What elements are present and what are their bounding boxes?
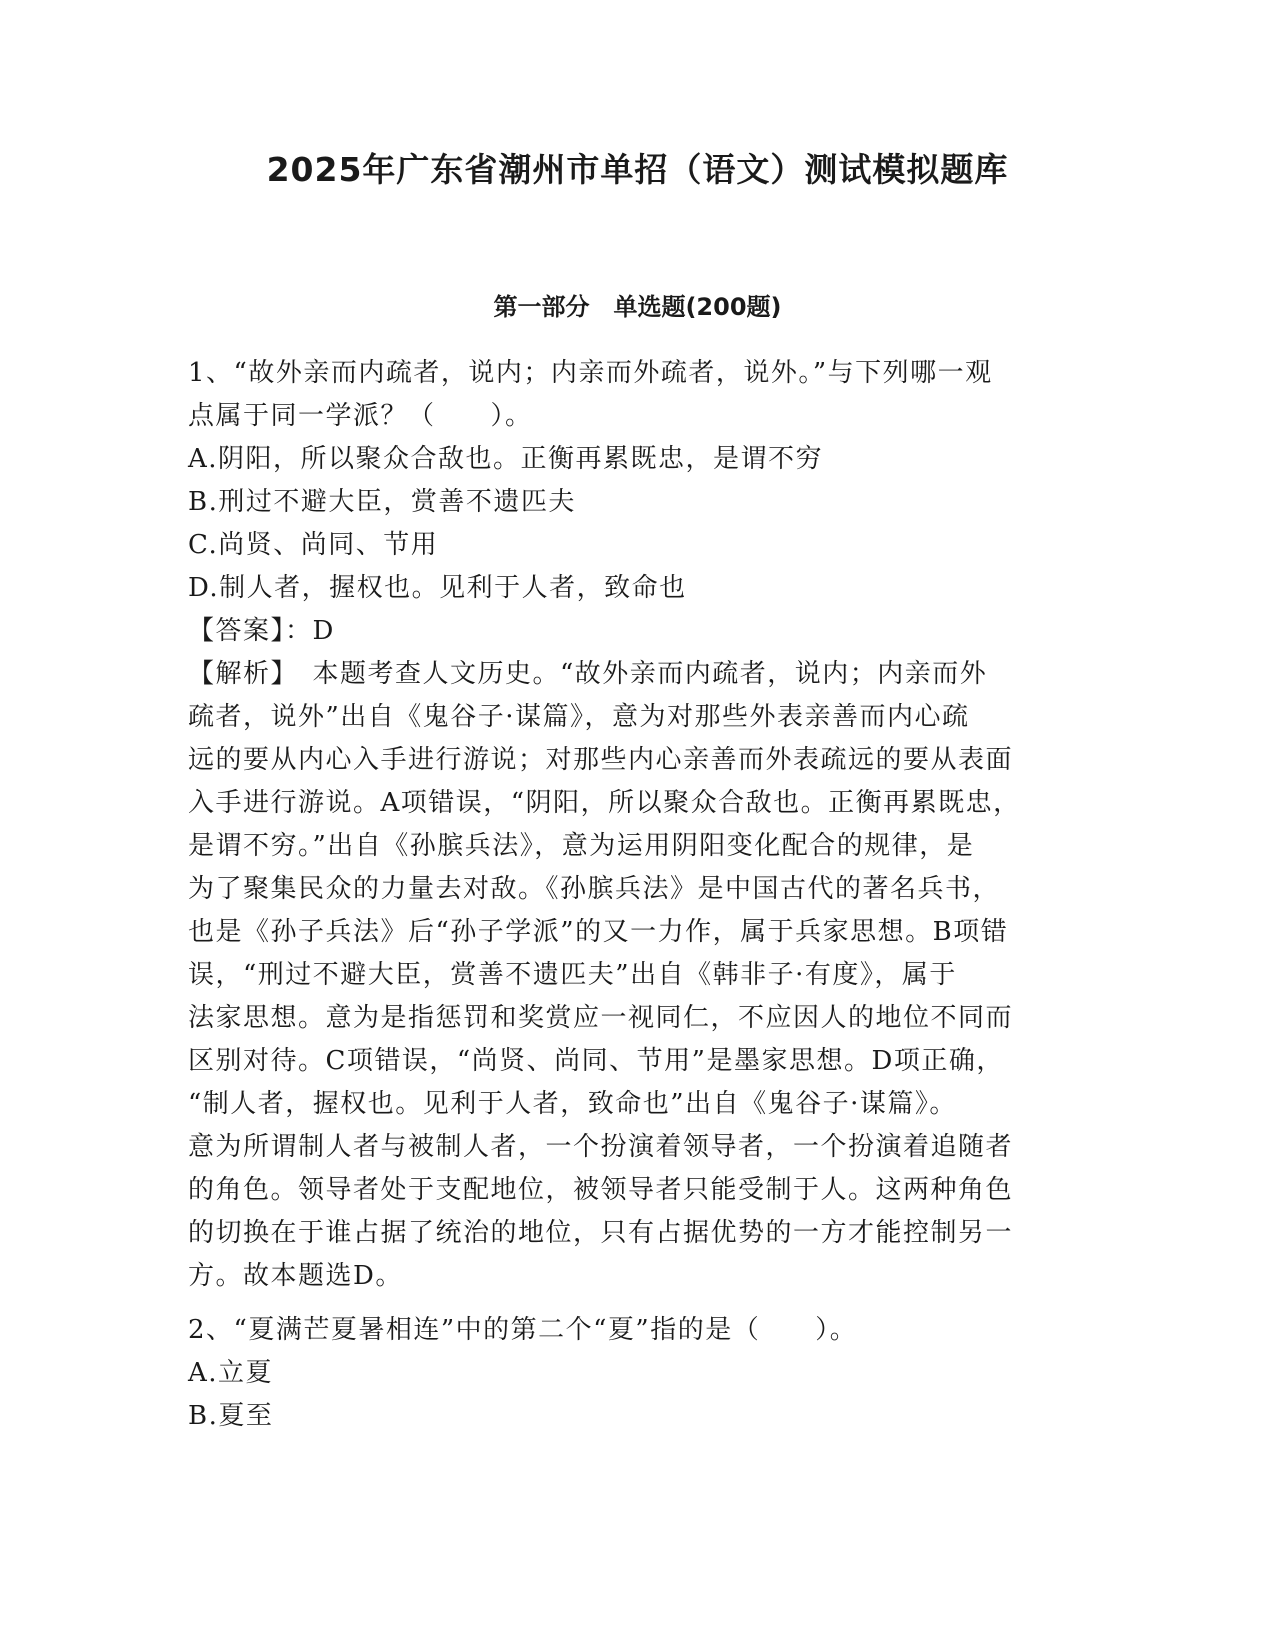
analysis-line: 也是《孙子兵法》后“孙子学派”的又一力作，属于兵家思想。B项错 [188,917,1009,947]
option-d: D.制人者，握权也。见利于人者，致命也 [188,573,687,603]
analysis-line: 疏者，说外”出自《鬼谷子·谋篇》，意为对那些外表亲善而内心疏 [188,702,970,732]
question-1 [188,352,1088,1298]
question-stem-line: 2、“夏满芒夏暑相连”中的第二个“夏”指的是（ ）。 [188,1315,858,1345]
section-title: 第一部分 单选题(200题) [493,293,782,321]
analysis-line: 的切换在于谁占据了统治的地位，只有占据优势的一方才能控制另一 [188,1218,1014,1248]
analysis-line: 法家思想。意为是指惩罚和奖赏应一视同仁，不应因人的地位不同而 [188,1003,1014,1033]
option-a: A.阴阳，所以聚众合敌也。正衡再累既忠，是谓不穷 [188,444,824,474]
document-title: 2025年广东省潮州市单招（语文）测试模拟题库 [266,150,1009,189]
analysis-line: “制人者，握权也。见利于人者，致命也”出自《鬼谷子·谋篇》。 [188,1089,957,1119]
analysis-line: 为了聚集民众的力量去对敌。《孙膑兵法》是中国古代的著名兵书， [188,874,1001,904]
analysis-line: 的角色。领导者处于支配地位，被领导者只能受制于人。这两种角色 [188,1175,1014,1205]
option-b: B.夏至 [188,1401,274,1431]
question-stem-line: 点属于同一学派？（ ）。 [188,401,533,431]
analysis-line: 入手进行游说。A项错误，“阴阳，所以聚众合敌也。正衡再累既忠， [188,788,1021,818]
option-a: A.立夏 [188,1358,274,1388]
question-gap [188,1298,1088,1309]
option-b: B.刑过不避大臣，赏善不遗匹夫 [188,487,576,517]
question-2 [188,1309,1088,1438]
question-list [188,352,1088,1438]
analysis-line: 区别对待。C项错误，“尚贤、尚同、节用”是墨家思想。D项正确， [188,1046,1004,1076]
answer-line: 【答案】：D [188,616,335,646]
analysis-line: 是谓不穷。”出自《孙膑兵法》，意为运用阴阳变化配合的规律，是 [188,831,975,861]
analysis-line: 方。故本题选D。 [188,1261,403,1291]
analysis-line: 误，“刑过不避大臣，赏善不遗匹夫”出自《韩非子·有度》，属于 [188,960,957,990]
analysis-line: 意为所谓制人者与被制人者，一个扮演着领导者，一个扮演着追随者 [188,1132,1014,1162]
analysis-line: 【解析】 本题考查人文历史。“故外亲而内疏者，说内；内亲而外 [188,659,988,689]
question-stem-line: 1、“故外亲而内疏者，说内；内亲而外疏者，说外。”与下列哪一观 [188,358,993,388]
analysis-line: 远的要从内心入手进行游说；对那些内心亲善而外表疏远的要从表面 [188,745,1014,775]
option-c: C.尚贤、尚同、节用 [188,530,439,560]
